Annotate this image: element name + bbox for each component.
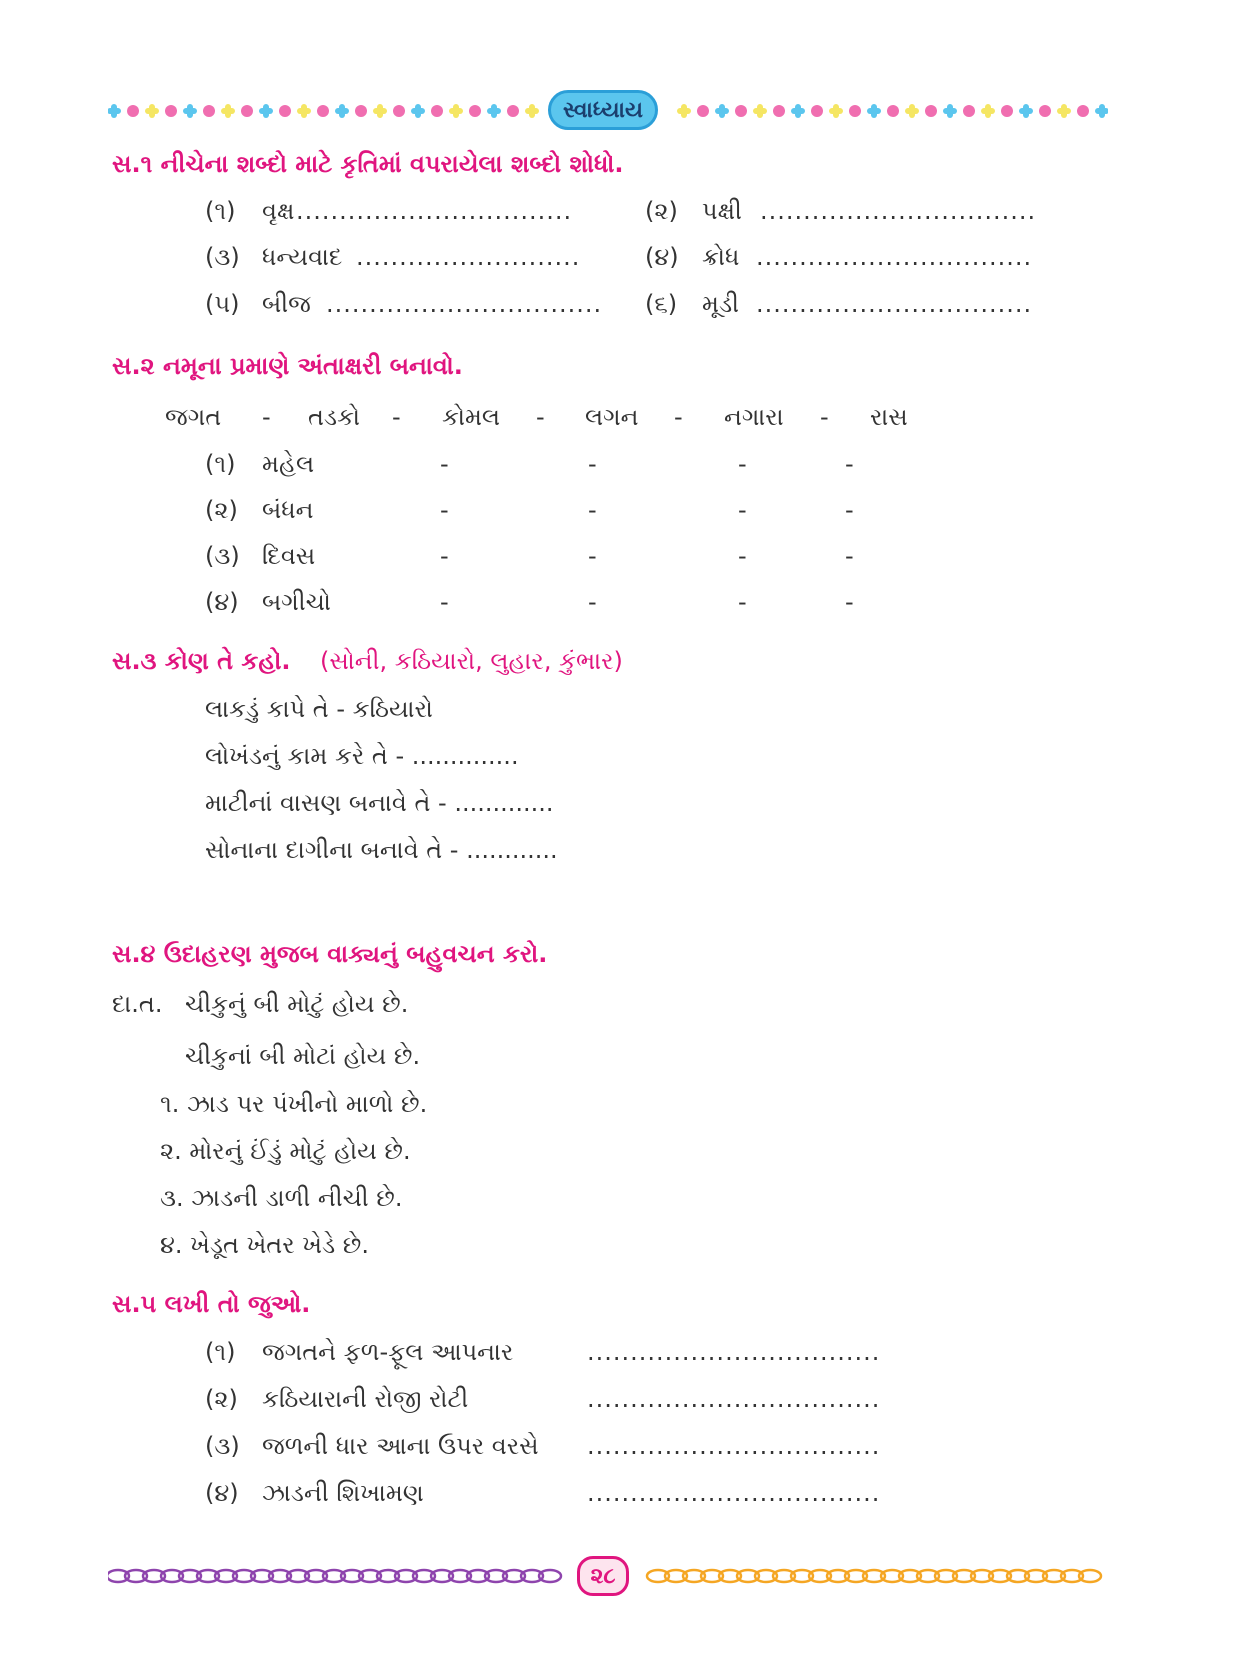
q2-dash: - (588, 496, 597, 524)
decor-plus (715, 104, 729, 118)
decor-dot (849, 105, 861, 117)
decor-dot (279, 105, 291, 117)
q1-item-word: ધન્યવાદ (262, 243, 343, 271)
page-number: ૨૮ (590, 1563, 616, 1589)
q2-example-word: તડકો (308, 403, 361, 431)
page-number-badge (577, 1556, 629, 1596)
q3-line: સોનાના દાગીના બનાવે તે - ............ (205, 836, 558, 864)
q2-item-word: દિવસ (262, 542, 316, 570)
q2-item-num: (૩) (205, 542, 240, 570)
q4-item: ૨. મોરનું ઈંડું મોટું હોય છે. (160, 1137, 411, 1165)
q2-example-word: લગન (585, 403, 639, 431)
q5-item-text: કઠિયારાની રોજી રોટી (262, 1385, 469, 1413)
q1-item-num: (૧) (205, 197, 236, 225)
q2-example-dash: - (820, 403, 829, 431)
q5-item-num: (૨) (205, 1385, 238, 1413)
q2-item-num: (૧) (205, 450, 236, 478)
q4-example-label: દા.ત. (112, 990, 163, 1018)
q2-heading: સ.૨ નમૂના પ્રમાણે અંતાક્ષરી બનાવો. (112, 352, 463, 380)
q2-dash: - (845, 450, 854, 478)
decor-plus (183, 104, 197, 118)
decor-dot (1039, 105, 1051, 117)
decor-plus (791, 104, 805, 118)
decor-dot (925, 105, 937, 117)
q1-item-num: (૨) (645, 197, 678, 225)
q1-item-word: બીજ (262, 290, 311, 318)
decor-plus (1057, 104, 1071, 118)
q3-options: (સોની, કઠિયારો, લુહાર, કુંભાર) (320, 647, 623, 675)
q1-item-num: (૫) (205, 290, 240, 318)
q2-dash: - (845, 496, 854, 524)
decor-plus (981, 104, 995, 118)
decor-plus (1095, 104, 1108, 118)
q2-dash: - (588, 450, 597, 478)
decor-plus (1019, 104, 1033, 118)
q2-dash: - (738, 450, 747, 478)
q2-dash: - (738, 542, 747, 570)
q4-example-singular: ચીકુનું બી મોટું હોય છે. (185, 990, 409, 1018)
decor-plus (411, 104, 425, 118)
q2-item-word: મહેલ (262, 450, 315, 478)
q2-example-word: કોમલ (442, 403, 501, 431)
decor-dot (963, 105, 975, 117)
q1-item-blank: ................................ (326, 290, 603, 318)
decor-plus (373, 104, 387, 118)
decor-plus (943, 104, 957, 118)
q2-dash: - (440, 496, 449, 524)
decor-dot (507, 105, 519, 117)
section-title: સ્વાધ્યાય (562, 97, 644, 123)
q3-heading: સ.૩ કોણ તે કહો. (112, 647, 291, 675)
q2-dash: - (845, 588, 854, 616)
q2-example-dash: - (392, 403, 401, 431)
q2-item-num: (૨) (205, 496, 238, 524)
decor-plus (525, 104, 539, 118)
q2-example-dash: - (674, 403, 683, 431)
q3-line: માટીનાં વાસણ બનાવે તે - ............. (205, 789, 554, 817)
q2-dash: - (440, 542, 449, 570)
decor-dot (127, 105, 139, 117)
q4-heading: સ.૪ ઉદાહરણ મુજબ વાક્યનું બહુવચન કરો. (112, 940, 548, 968)
q4-item: ૧. ઝાડ પર પંખીનો માળો છે. (160, 1090, 428, 1118)
decor-dot (773, 105, 785, 117)
decor-plus (677, 104, 691, 118)
decor-plus (449, 104, 463, 118)
q2-example-dash: - (262, 403, 271, 431)
decor-plus (829, 104, 843, 118)
q2-example-word: જગત (165, 403, 222, 431)
decor-plus (221, 104, 235, 118)
decor-dot (887, 105, 899, 117)
q4-item: ૪. ખેડૂત ખેતર ખેડે છે. (160, 1231, 369, 1259)
q5-item-num: (૧) (205, 1338, 236, 1366)
decor-dot (317, 105, 329, 117)
q2-dash: - (440, 450, 449, 478)
q1-item-word: વૃક્ષ (262, 197, 295, 225)
decor-plus (753, 104, 767, 118)
decor-dot (469, 105, 481, 117)
decor-dot (735, 105, 747, 117)
q2-dash: - (845, 542, 854, 570)
decor-dot (811, 105, 823, 117)
q1-item-blank: .......................... (356, 243, 581, 271)
q1-item-word: ક્રોધ (702, 243, 740, 271)
decor-plus (297, 104, 311, 118)
q1-item-blank: ................................ (756, 243, 1033, 271)
q1-item-word: પક્ષી (702, 197, 742, 225)
q5-item-num: (૪) (205, 1479, 239, 1507)
q5-item-num: (૩) (205, 1432, 240, 1460)
q2-example-dash: - (536, 403, 545, 431)
q2-item-num: (૪) (205, 588, 239, 616)
q5-item-text: ઝાડની શિખામણ (262, 1479, 424, 1507)
q2-example-word: નગારા (724, 403, 784, 431)
q5-item-text: જગતને ફળ-ફૂલ આપનાર (262, 1338, 514, 1366)
q4-item: ૩. ઝાડની ડાળી નીચી છે. (160, 1184, 403, 1212)
decor-dot (697, 105, 709, 117)
q5-heading: સ.૫ લખી તો જુઓ. (112, 1290, 311, 1318)
q1-item-blank: ................................ (296, 197, 573, 225)
q5-item-blank: .................................. (587, 1479, 881, 1507)
section-title-badge (548, 90, 658, 130)
decor-plus (905, 104, 919, 118)
decor-plus (108, 104, 121, 118)
decor-dot (393, 105, 405, 117)
q1-item-blank: ................................ (760, 197, 1037, 225)
q2-dash: - (588, 542, 597, 570)
q2-item-word: બંધન (262, 496, 314, 524)
decor-dot (1077, 105, 1089, 117)
q2-example-word: રાસ (870, 403, 908, 431)
q1-item-num: (૬) (645, 290, 678, 318)
q2-dash: - (588, 588, 597, 616)
decor-dot (1001, 105, 1013, 117)
decor-plus (145, 104, 159, 118)
q5-item-blank: .................................. (587, 1338, 881, 1366)
decor-dot (431, 105, 443, 117)
q3-line: લાકડું કાપે તે - કઠિયારો (205, 695, 433, 723)
decor-plus (259, 104, 273, 118)
q5-item-text: જળની ધાર આના ઉપર વરસે (262, 1432, 539, 1460)
decor-plus (487, 104, 501, 118)
q1-item-word: મૂડી (702, 290, 739, 318)
q1-item-num: (૪) (645, 243, 679, 271)
decor-dot (355, 105, 367, 117)
decor-dot (165, 105, 177, 117)
q1-heading: સ.૧ નીચેના શબ્દો માટે કૃતિમાં વપરાયેલા શબ્દો શોધો. (112, 150, 624, 178)
decor-dot (203, 105, 215, 117)
q2-dash: - (440, 588, 449, 616)
q5-item-blank: .................................. (587, 1432, 881, 1460)
q4-example-plural: ચીકુનાં બી મોટાં હોય છે. (185, 1042, 421, 1070)
q2-item-word: બગીચો (262, 588, 331, 616)
decor-plus (867, 104, 881, 118)
q5-item-blank: .................................. (587, 1385, 881, 1413)
decor-plus (335, 104, 349, 118)
q1-item-num: (૩) (205, 243, 240, 271)
decor-dot (241, 105, 253, 117)
q2-dash: - (738, 496, 747, 524)
q1-item-blank: ................................ (756, 290, 1033, 318)
q2-dash: - (738, 588, 747, 616)
q3-line: લોખંડનું કામ કરે તે - .............. (205, 742, 519, 770)
